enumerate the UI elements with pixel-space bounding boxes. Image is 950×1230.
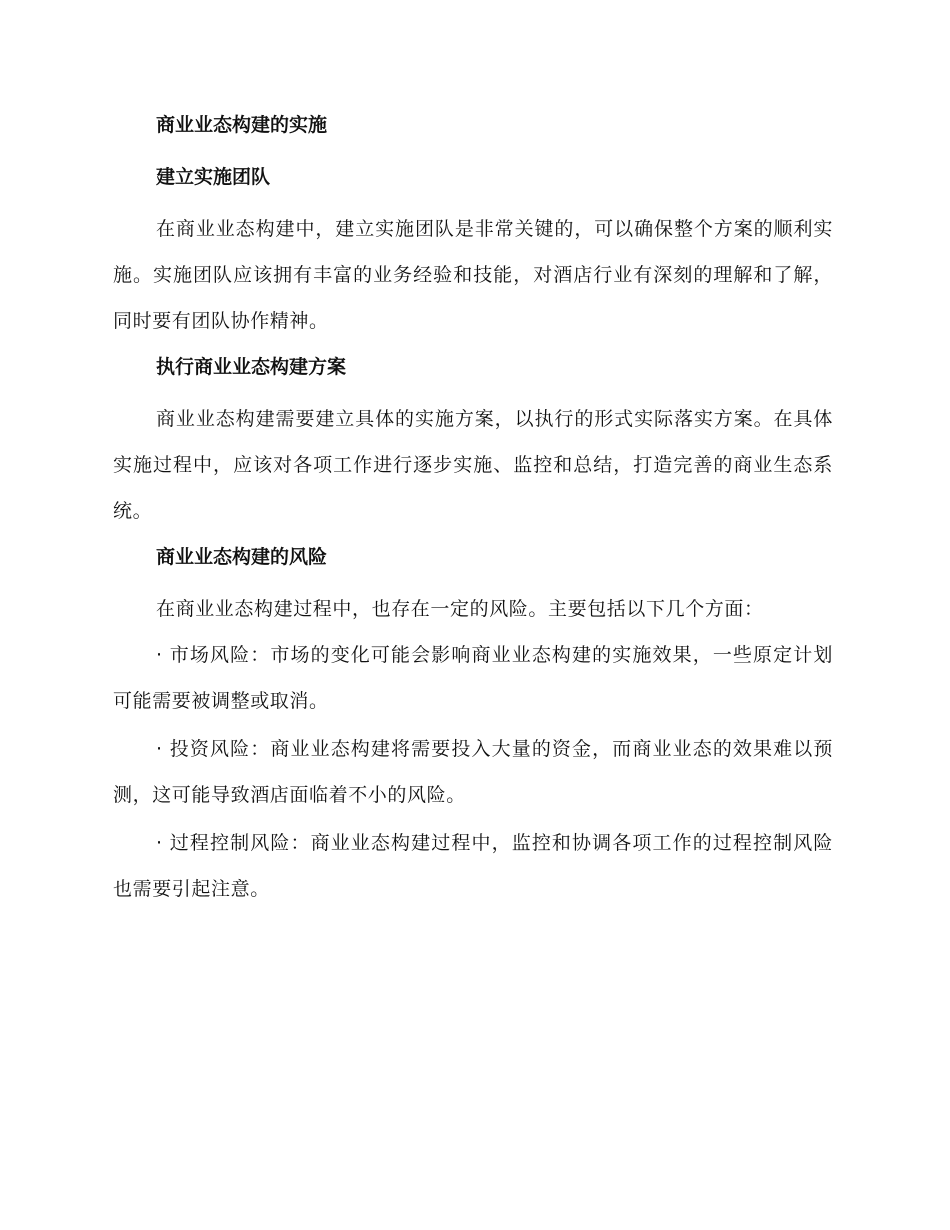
- bullet-item: · 过程控制风险：商业业态构建过程中，监控和协调各项工作的过程控制风险也需要引起注意。: [113, 832, 833, 900]
- section-heading: 商业业态构建的实施: [156, 114, 328, 136]
- subsection-heading: 执行商业业态构建方案: [156, 356, 347, 378]
- document-body: [113, 110, 833, 922]
- bullet-item: · 投资风险：商业业态构建将需要投入大量的资金，而商业业态的效果难以预测，这可能导致酒店面临着不小的风险。: [113, 738, 833, 806]
- paragraph: 商业业态构建需要建立具体的实施方案，以执行的形式实际落实方案。在具体实施过程中，应该对各项工作进行逐步实施、监控和总结，打造完善的商业生态系统。: [113, 408, 833, 522]
- section-heading: 商业业态构建的风险: [156, 546, 328, 568]
- bullet-item: · 市场风险：市场的变化可能会影响商业业态构建的实施效果，一些原定计划可能需要被调整或取消。: [113, 644, 833, 712]
- subsection-heading: 建立实施团队: [156, 166, 271, 188]
- paragraph: 在商业业态构建过程中，也存在一定的风险。主要包括以下几个方面：: [156, 598, 764, 620]
- paragraph: 在商业业态构建中，建立实施团队是非常关键的，可以确保整个方案的顺利实施。实施团队应该拥有丰富的业务经验和技能，对酒店行业有深刻的理解和了解，同时要有团队协作精神。: [113, 218, 833, 332]
